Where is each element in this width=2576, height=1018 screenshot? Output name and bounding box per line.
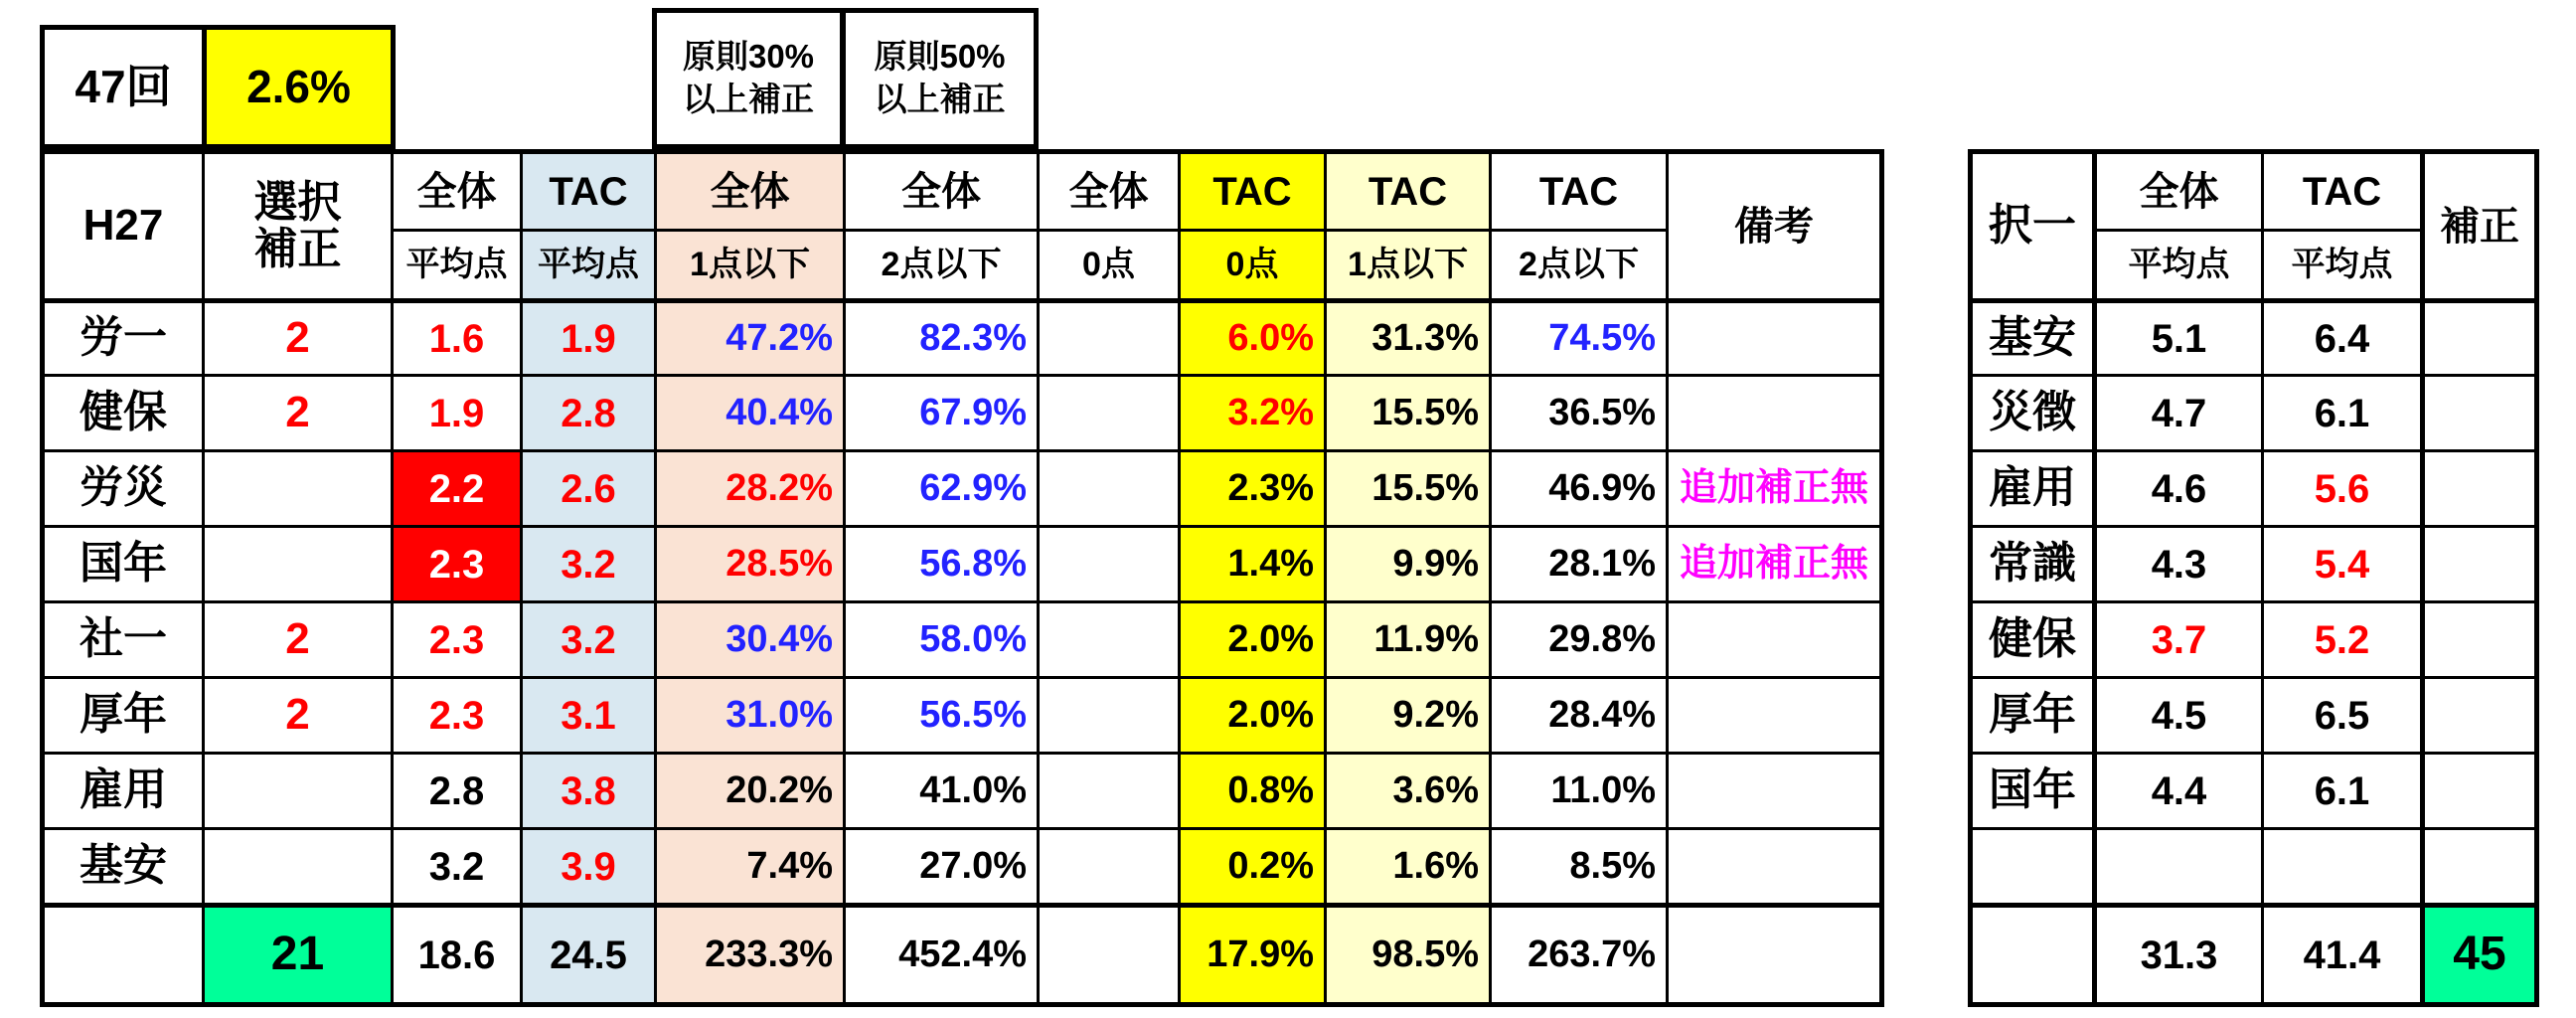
total-cell: 233.3% — [654, 903, 843, 1002]
row-label: 厚年 — [1973, 676, 2092, 752]
cell — [202, 752, 391, 827]
cell: 5.1 — [2092, 298, 2261, 374]
total-row-label — [45, 903, 202, 1002]
total-cell: 452.4% — [843, 903, 1037, 1002]
cell: 40.4% — [654, 374, 843, 449]
cell: 3.1 — [520, 676, 654, 752]
cell: 0.8% — [1178, 752, 1324, 827]
subheader: 2点以下 — [843, 229, 1037, 298]
cell: 41.0% — [843, 752, 1037, 827]
row-label: 雇用 — [1973, 449, 2092, 525]
cell: 2 — [202, 600, 391, 676]
cell: 11.9% — [1324, 600, 1489, 676]
cell — [2420, 449, 2534, 525]
cell: 2.8 — [391, 752, 520, 827]
col-header-tac-0: TAC — [1178, 154, 1324, 229]
cell: 3.9 — [520, 827, 654, 903]
cell: 2 — [202, 298, 391, 374]
cell — [1037, 752, 1178, 827]
cell — [1037, 449, 1178, 525]
cell — [2420, 827, 2534, 903]
exam-round-label: 47回 — [75, 61, 172, 113]
cell — [1037, 374, 1178, 449]
cell — [202, 449, 391, 525]
subheader: 2点以下 — [1489, 229, 1666, 298]
col-header-zentai: 全体 — [2092, 154, 2261, 229]
col-header-tac: TAC — [2261, 154, 2420, 229]
cell: 6.5 — [2261, 676, 2420, 752]
cell — [2092, 827, 2261, 903]
rule-50-line2: 以上補正 — [874, 81, 1006, 117]
cell: 2.2 — [391, 449, 520, 525]
row-label: 常識 — [1973, 525, 2092, 600]
row-label: 健保 — [1973, 600, 2092, 676]
cell: 2.0% — [1178, 600, 1324, 676]
cell: 2 — [202, 676, 391, 752]
total-cell: 98.5% — [1324, 903, 1489, 1002]
cell — [1037, 827, 1178, 903]
cell: 1.4% — [1178, 525, 1324, 600]
col-header-tac-le1: TAC — [1324, 154, 1489, 229]
row-label: 国年 — [45, 525, 202, 600]
cell: 30.4% — [654, 600, 843, 676]
cell — [2420, 600, 2534, 676]
cell: 9.2% — [1324, 676, 1489, 752]
remarks-cell — [1666, 600, 1879, 676]
row-label: 厚年 — [45, 676, 202, 752]
cell: 2.6 — [520, 449, 654, 525]
cell: 3.6% — [1324, 752, 1489, 827]
cell: 5.4 — [2261, 525, 2420, 600]
col-header-zentai-le2: 全体 — [843, 154, 1037, 229]
cell — [202, 525, 391, 600]
cell: 2 — [202, 374, 391, 449]
cell: 6.1 — [2261, 374, 2420, 449]
cell: 1.6% — [1324, 827, 1489, 903]
total-cell: 17.9% — [1178, 903, 1324, 1002]
cell: 29.8% — [1489, 600, 1666, 676]
cell: 2.8 — [520, 374, 654, 449]
col-header-zentai-avg: 全体 — [391, 154, 520, 229]
rule-box-50pct — [841, 8, 1039, 149]
cell: 3.2 — [391, 827, 520, 903]
cell: 28.2% — [654, 449, 843, 525]
cell: 28.4% — [1489, 676, 1666, 752]
row-label: 国年 — [1973, 752, 2092, 827]
row-label — [1973, 827, 2092, 903]
cell: 1.9 — [391, 374, 520, 449]
rule-50-line1: 原則50% — [874, 38, 1006, 76]
cell: 31.3% — [1324, 298, 1489, 374]
row-label: 労一 — [45, 298, 202, 374]
total-cell: 41.4 — [2261, 903, 2420, 1002]
cell: 28.1% — [1489, 525, 1666, 600]
rule-30-line1: 原則30% — [682, 38, 815, 76]
cell: 1.9 — [520, 298, 654, 374]
cell — [1037, 525, 1178, 600]
subheader: 平均点 — [2092, 229, 2261, 298]
cell: 9.9% — [1324, 525, 1489, 600]
cell — [2420, 298, 2534, 374]
cell: 2.3% — [1178, 449, 1324, 525]
total-cell: 24.5 — [520, 903, 654, 1002]
cell: 2.3 — [391, 600, 520, 676]
remarks-cell: 追加補正無 — [1666, 449, 1879, 525]
row-label: 労災 — [45, 449, 202, 525]
cell — [1037, 676, 1178, 752]
remarks-cell — [1666, 752, 1879, 827]
remarks-cell — [1666, 298, 1879, 374]
col-header-select-hosei: 選択 補正 — [202, 154, 391, 298]
cell: 46.9% — [1489, 449, 1666, 525]
cell: 4.5 — [2092, 676, 2261, 752]
cell: 82.3% — [843, 298, 1037, 374]
cell — [1037, 600, 1178, 676]
col-header-zentai-0: 全体 — [1037, 154, 1178, 229]
cell: 3.2% — [1178, 374, 1324, 449]
cell: 56.8% — [843, 525, 1037, 600]
cell: 58.0% — [843, 600, 1037, 676]
cell: 4.3 — [2092, 525, 2261, 600]
total-cell — [1666, 903, 1879, 1002]
cell: 20.2% — [654, 752, 843, 827]
rule-30-line2: 以上補正 — [683, 81, 814, 117]
cell: 47.2% — [654, 298, 843, 374]
cell — [2420, 676, 2534, 752]
total-cell: 263.7% — [1489, 903, 1666, 1002]
corner-takuitsu: 択一 — [1989, 201, 2076, 251]
cell: 1.6 — [391, 298, 520, 374]
cell: 7.4% — [654, 827, 843, 903]
col-header-zentai-le1: 全体 — [654, 154, 843, 229]
row-label: 基安 — [1973, 298, 2092, 374]
cell: 8.5% — [1489, 827, 1666, 903]
subheader: 0点 — [1178, 229, 1324, 298]
total-cell: 45 — [2420, 903, 2534, 1002]
subheader: 0点 — [1037, 229, 1178, 298]
subheader: 平均点 — [520, 229, 654, 298]
cell: 36.5% — [1489, 374, 1666, 449]
cell: 3.7 — [2092, 600, 2261, 676]
row-label: 基安 — [45, 827, 202, 903]
cell: 6.0% — [1178, 298, 1324, 374]
cell: 67.9% — [843, 374, 1037, 449]
cell: 5.6 — [2261, 449, 2420, 525]
cell: 6.1 — [2261, 752, 2420, 827]
cell: 4.6 — [2092, 449, 2261, 525]
cell — [1037, 298, 1178, 374]
cell — [2261, 827, 2420, 903]
cell: 6.4 — [2261, 298, 2420, 374]
cell: 62.9% — [843, 449, 1037, 525]
total-row-label — [1973, 903, 2092, 1002]
row-label: 災徴 — [1973, 374, 2092, 449]
cell: 28.5% — [654, 525, 843, 600]
corner-h27: H27 — [82, 201, 164, 251]
subheader: 1点以下 — [654, 229, 843, 298]
cell: 2.0% — [1178, 676, 1324, 752]
total-cell: 18.6 — [391, 903, 520, 1002]
col-header-remarks: 備考 — [1666, 154, 1879, 298]
cell: 3.2 — [520, 600, 654, 676]
cell: 0.2% — [1178, 827, 1324, 903]
exam-round-box — [40, 25, 396, 149]
cell: 15.5% — [1324, 374, 1489, 449]
cell: 2.3 — [391, 676, 520, 752]
cell: 5.2 — [2261, 600, 2420, 676]
subheader: 平均点 — [391, 229, 520, 298]
takuitsu-table — [1968, 149, 2539, 1007]
cell: 3.2 — [520, 525, 654, 600]
remarks-cell — [1666, 676, 1879, 752]
cell: 11.0% — [1489, 752, 1666, 827]
remarks-cell — [1666, 374, 1879, 449]
cell: 2.3 — [391, 525, 520, 600]
cell: 31.0% — [654, 676, 843, 752]
col-header-hosei: 補正 — [2420, 154, 2534, 298]
remarks-cell: 追加補正無 — [1666, 525, 1879, 600]
cell: 4.4 — [2092, 752, 2261, 827]
col-header-tac-le2: TAC — [1489, 154, 1666, 229]
cell: 27.0% — [843, 827, 1037, 903]
selection-table — [40, 149, 1884, 1007]
cell: 15.5% — [1324, 449, 1489, 525]
total-cell: 21 — [202, 903, 391, 1002]
row-label: 雇用 — [45, 752, 202, 827]
cell: 3.8 — [520, 752, 654, 827]
subheader: 1点以下 — [1324, 229, 1489, 298]
rule-box-30pct — [652, 8, 845, 149]
total-cell: 31.3 — [2092, 903, 2261, 1002]
col-header-tac-avg: TAC — [520, 154, 654, 229]
cell: 4.7 — [2092, 374, 2261, 449]
remarks-cell — [1666, 827, 1879, 903]
cell: 74.5% — [1489, 298, 1666, 374]
cell — [2420, 374, 2534, 449]
cell: 56.5% — [843, 676, 1037, 752]
total-cell — [1037, 903, 1178, 1002]
cell — [202, 827, 391, 903]
subheader: 平均点 — [2261, 229, 2420, 298]
cell — [2420, 525, 2534, 600]
carryover-rate-value: 2.6% — [202, 30, 391, 144]
row-label: 健保 — [45, 374, 202, 449]
cell — [2420, 752, 2534, 827]
row-label: 社一 — [45, 600, 202, 676]
